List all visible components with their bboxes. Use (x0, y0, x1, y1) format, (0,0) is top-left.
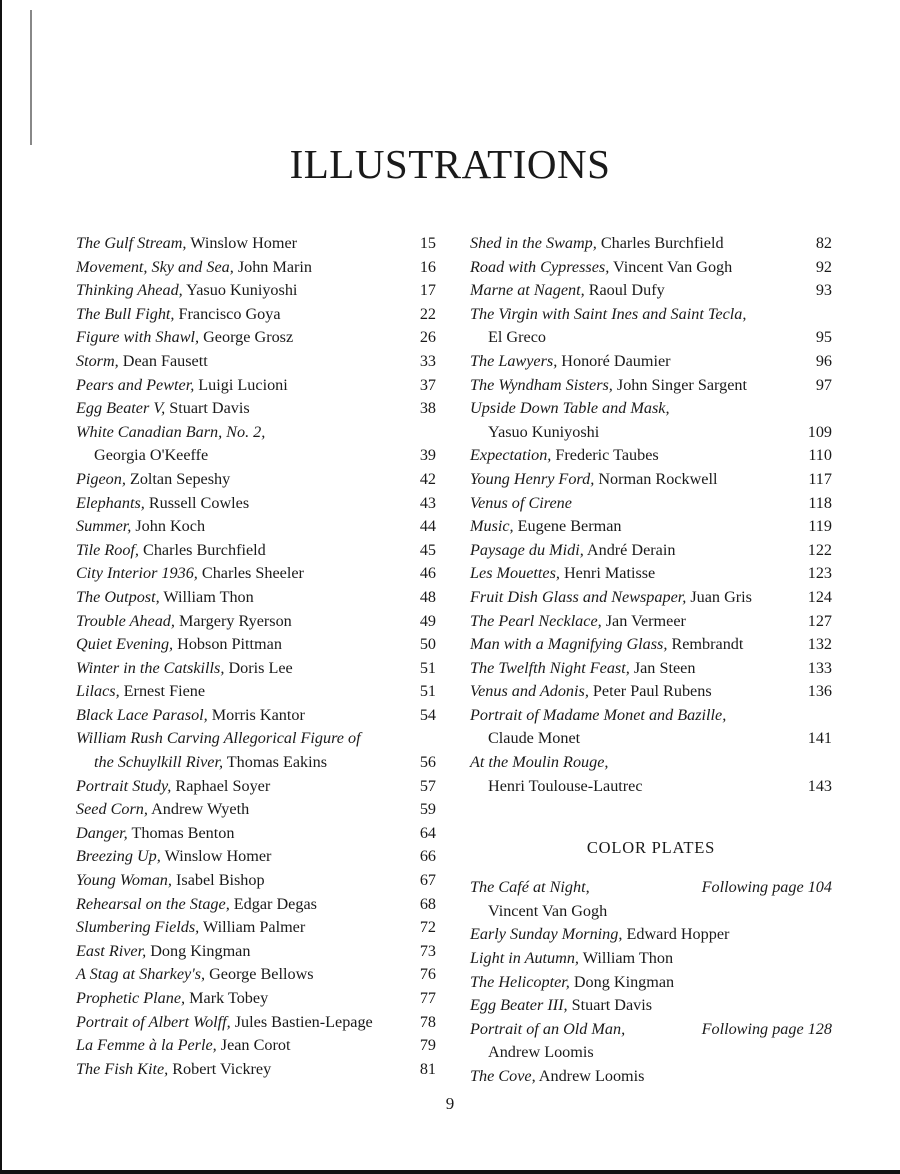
list-item (470, 515, 832, 539)
artwork-title: William Rush Carving Allegorical Figure of (76, 729, 361, 748)
artwork-title: Portrait of Albert Wolff, (76, 1012, 231, 1031)
color-plate-item (470, 1065, 832, 1089)
artist-name: Raoul Dufy (588, 281, 665, 300)
artist-name: Morris Kantor (211, 705, 305, 724)
artwork-title: Breezing Up, (76, 847, 161, 866)
page-ref: 46 (419, 564, 436, 583)
color-plate-item (470, 923, 832, 947)
list-item (76, 232, 436, 256)
page-ref: 33 (419, 351, 436, 370)
list-item (470, 256, 832, 280)
list-item (76, 350, 436, 374)
artist-name: George Bellows (209, 965, 314, 984)
list-item (470, 633, 832, 657)
artwork-title: The Café at Night, (470, 878, 590, 897)
list-item (470, 397, 832, 444)
artist-name: Doris Lee (228, 658, 293, 677)
artwork-title: Marne at Nagent, (470, 281, 585, 300)
artwork-title-continued: the Schuylkill River, (94, 753, 224, 772)
artwork-title: Quiet Evening, (76, 635, 174, 654)
page-ref: 51 (419, 658, 436, 677)
list-item (76, 822, 436, 846)
page-ref: 76 (419, 965, 436, 984)
artwork-title: The Bull Fight, (76, 304, 175, 323)
page-ref: 110 (808, 446, 832, 465)
artist-name: William Thon (163, 587, 254, 606)
artist-name: Jean Corot (220, 1036, 291, 1055)
list-item (76, 987, 436, 1011)
artwork-title: Danger, (76, 823, 128, 842)
artist-name: Jan Vermeer (605, 611, 686, 630)
page-ref: 39 (419, 446, 436, 465)
artwork-title: Portrait Study, (76, 776, 172, 795)
artwork-title: Pears and Pewter, (76, 375, 195, 394)
page-ref: 22 (419, 304, 436, 323)
artist-name: Andrew Wyeth (151, 800, 250, 819)
artist-name: Charles Burchfield (600, 234, 724, 252)
artwork-title: Rehearsal on the Stage, (76, 894, 230, 913)
artwork-title: Elephants, (76, 493, 145, 512)
artist-name: Jan Steen (633, 658, 696, 677)
page-ref: 95 (815, 328, 832, 347)
artwork-title: A Stag at Sharkey's, (76, 965, 206, 984)
list-item (470, 610, 832, 634)
artist-name: Henri Toulouse-Lautrec (488, 776, 643, 795)
list-item (76, 963, 436, 987)
page-ref: 17 (419, 281, 436, 300)
artwork-title: The Fish Kite, (76, 1059, 169, 1078)
entry-continuation (470, 326, 788, 350)
artist-name: Ernest Fiene (123, 682, 206, 701)
artwork-title: Lilacs, (76, 682, 120, 701)
page-ref: 43 (419, 493, 436, 512)
artwork-title: Portrait of an Old Man, (470, 1019, 626, 1038)
artwork-title: The Lawyers, (470, 351, 558, 370)
list-item (76, 704, 436, 728)
artist-name: John Koch (135, 517, 206, 536)
artist-name: John Singer Sargent (616, 375, 747, 394)
artwork-title: Music, (470, 517, 514, 536)
artwork-title: The Helicopter, (470, 972, 570, 991)
page-ref: 48 (419, 587, 436, 606)
artwork-title: Upside Down Table and Mask, (470, 399, 670, 418)
artist-name: André Derain (586, 540, 676, 559)
artwork-title: City Interior 1936, (76, 564, 198, 583)
page-ref: 73 (419, 941, 436, 960)
page-ref: 119 (808, 517, 832, 536)
list-item (76, 374, 436, 398)
artwork-title: Egg Beater III, (470, 996, 568, 1015)
page-ref: 45 (419, 540, 436, 559)
artwork-title: Prophetic Plane, (76, 989, 186, 1007)
artwork-title: The Outpost, (76, 587, 160, 606)
artist-name: Georgia O'Keeffe (94, 446, 209, 465)
artwork-title: The Gulf Stream, (76, 234, 187, 252)
artist-name: Edgar Degas (233, 894, 317, 913)
page-title: ILLUSTRATIONS (289, 141, 611, 187)
list-item (76, 869, 436, 893)
page-ref: 141 (807, 729, 832, 748)
artist-name: Claude Monet (488, 729, 581, 748)
artwork-title: The Virgin with Saint Ines and Saint Tecla, (470, 304, 747, 323)
following-page: Following page 104 (701, 878, 832, 897)
artist-name: Francisco Goya (178, 304, 281, 323)
artwork-title: Light in Autumn, (470, 949, 579, 968)
list-item (76, 1011, 436, 1035)
artwork-title: Venus and Adonis, (470, 682, 589, 701)
page-ref: 16 (419, 257, 436, 276)
page-ref: 79 (419, 1036, 436, 1055)
artwork-title: Shed in the Swamp, (470, 234, 597, 252)
artist-name: Andrew Loomis (538, 1067, 645, 1085)
list-item (76, 680, 436, 704)
artwork-title: Trouble Ahead, (76, 611, 175, 630)
artwork-title: The Wyndham Sisters, (470, 375, 613, 394)
artwork-title: Black Lace Parasol, (76, 705, 208, 724)
artwork-title: Portrait of Madame Monet and Bazille, (470, 705, 727, 724)
artist-name: Vincent Van Gogh (613, 257, 733, 276)
artist-name: Dong Kingman (150, 941, 251, 960)
artist-name: Robert Vickrey (172, 1059, 272, 1078)
page-ref: 93 (815, 281, 832, 300)
list-item (76, 1058, 436, 1082)
page-ref: 127 (807, 611, 832, 630)
page-ref: 78 (419, 1012, 436, 1031)
color-plates-list (470, 876, 832, 1088)
page-ref: 124 (807, 587, 832, 606)
page-ref: 42 (419, 469, 436, 488)
page-ref: 51 (419, 682, 436, 701)
artist-name: Russell Cowles (148, 493, 250, 512)
artist-name: Andrew Loomis (488, 1043, 594, 1062)
page-ref: 38 (419, 399, 436, 418)
page-ref: 133 (807, 658, 832, 677)
list-item (470, 350, 832, 374)
list-item (470, 657, 832, 681)
artist-name: Thomas Benton (131, 823, 235, 842)
artwork-title: Young Woman, (76, 871, 172, 890)
illustrations-list-left (76, 232, 436, 1081)
artwork-title: Road with Cypresses, (470, 257, 610, 276)
artist-name: El Greco (488, 328, 546, 347)
scan-edge-bottom (0, 1170, 900, 1174)
artist-name: William Palmer (202, 918, 306, 937)
artist-name: Stuart Davis (571, 996, 653, 1015)
list-item (470, 751, 832, 798)
page-ref: 15 (419, 234, 436, 252)
color-plate-item (470, 971, 832, 995)
artwork-title: Egg Beater V, (76, 399, 166, 418)
page-ref: 136 (807, 682, 832, 701)
list-item (76, 279, 436, 303)
list-item (470, 704, 832, 751)
artist-name: Winslow Homer (190, 234, 298, 252)
list-item (470, 279, 832, 303)
page-number: 9 (445, 1094, 455, 1113)
artwork-title: Venus of Cirene (470, 493, 572, 512)
page-ref: 66 (419, 847, 436, 866)
artwork-title: Seed Corn, (76, 800, 148, 819)
list-item (76, 492, 436, 516)
artist-name: John Marin (237, 257, 312, 276)
entry-continuation (76, 444, 392, 468)
artist-name: Frederic Taubes (555, 446, 659, 465)
scan-mark (30, 10, 32, 145)
artwork-title: Man with a Magnifying Glass, (470, 635, 668, 654)
list-item (76, 845, 436, 869)
artwork-title: Paysage du Midi, (470, 540, 584, 559)
page-ref: 68 (419, 894, 436, 913)
artist-name: Margery Ryerson (178, 611, 292, 630)
page-ref: 117 (808, 469, 832, 488)
artwork-title: East River, (76, 941, 147, 960)
artist-name: Mark Tobey (189, 989, 269, 1007)
list-item (470, 303, 832, 350)
list-item (76, 775, 436, 799)
page-ref: 57 (419, 776, 436, 795)
artwork-title: Expectation, (470, 446, 552, 465)
entry-continuation (470, 727, 788, 751)
artwork-title: The Pearl Necklace, (470, 611, 602, 630)
artwork-title: Storm, (76, 351, 119, 370)
list-item (470, 586, 832, 610)
page-ref: 56 (419, 753, 436, 772)
page-ref: 64 (419, 823, 436, 842)
page-ref: 109 (807, 422, 832, 441)
artist-name: Zoltan Sepeshy (129, 469, 231, 488)
artist-name: Winslow Homer (164, 847, 272, 866)
artist-name: Dong Kingman (573, 972, 675, 991)
list-item (76, 421, 436, 468)
artist-name: Henri Matisse (563, 564, 656, 583)
artist-name: Jules Bastien-Lepage (234, 1012, 373, 1031)
artist-name: Rembrandt (671, 635, 744, 654)
illustrations-list-right (470, 232, 832, 1089)
page-ref: 82 (815, 234, 832, 252)
artwork-title: La Femme à la Perle, (76, 1036, 217, 1055)
artist-name: Thomas Eakins (226, 753, 328, 772)
list-item (470, 680, 832, 704)
artwork-title: White Canadian Barn, No. 2, (76, 422, 266, 441)
artist-name: Isabel Bishop (176, 871, 265, 890)
artist-name: Vincent Van Gogh (488, 901, 608, 920)
page-ref: 143 (807, 776, 832, 795)
page-ref: 81 (419, 1059, 436, 1078)
page-ref: 49 (419, 611, 436, 630)
following-page: Following page 128 (701, 1019, 832, 1038)
list-item (76, 326, 436, 350)
artist-name: Edward Hopper (626, 925, 730, 944)
page-ref: 97 (815, 375, 832, 394)
artist-name: Honoré Daumier (561, 351, 671, 370)
artist-name: Eugene Berman (517, 517, 622, 536)
artwork-title: Movement, Sky and Sea, (76, 257, 234, 276)
list-item (470, 562, 832, 586)
page-ref: 123 (807, 564, 832, 583)
list-item (76, 916, 436, 940)
artwork-title: Summer, (76, 517, 132, 536)
artwork-title: Young Henry Ford, (470, 469, 595, 488)
list-item (76, 256, 436, 280)
artist-name: Luigi Lucioni (198, 375, 288, 394)
page-ref: 96 (815, 351, 832, 370)
page-ref: 92 (815, 257, 832, 276)
list-item (76, 633, 436, 657)
list-item (76, 562, 436, 586)
artwork-title: Early Sunday Morning, (470, 925, 623, 944)
list-item (76, 468, 436, 492)
artwork-title: Tile Roof, (76, 540, 139, 559)
page-ref: 59 (419, 800, 436, 819)
list-item (470, 539, 832, 563)
page-ref: 50 (419, 635, 436, 654)
artist-name: William Thon (582, 949, 674, 968)
list-item (76, 657, 436, 681)
artist-name: George Grosz (203, 328, 294, 347)
artwork-title: Winter in the Catskills, (76, 658, 225, 677)
artist-name: Norman Rockwell (598, 469, 718, 488)
artist-name: Raphael Soyer (175, 776, 271, 795)
artwork-title: Slumbering Fields, (76, 918, 200, 937)
entry-continuation (76, 751, 392, 775)
artist-name: Yasuo Kuniyoshi (186, 281, 298, 300)
page-ref: 44 (419, 517, 436, 536)
page-ref: 77 (419, 989, 436, 1007)
page-ref: 37 (419, 375, 436, 394)
list-item (470, 232, 832, 256)
artist-name: Dean Fausett (122, 351, 208, 370)
page-ref: 122 (807, 540, 832, 559)
color-plates-heading: COLOR PLATES (586, 838, 716, 858)
list-item (76, 727, 436, 774)
list-item (470, 468, 832, 492)
artwork-title: Thinking Ahead, (76, 281, 183, 300)
entry-continuation (470, 421, 788, 445)
list-item (76, 798, 436, 822)
artwork-title: The Twelfth Night Feast, (470, 658, 630, 677)
list-item (76, 940, 436, 964)
list-item (76, 893, 436, 917)
list-item (470, 492, 832, 516)
artwork-title: Figure with Shawl, (76, 328, 200, 347)
page-ref: 26 (419, 328, 436, 347)
list-item (470, 374, 832, 398)
list-item (76, 303, 436, 327)
artist-name: Yasuo Kuniyoshi (488, 422, 600, 441)
artwork-title: Pigeon, (76, 469, 126, 488)
list-item (76, 610, 436, 634)
color-plate-item (470, 947, 832, 971)
page-ref: 54 (419, 705, 436, 724)
artist-name: Juan Gris (690, 587, 752, 606)
artwork-title: Les Mouettes, (470, 564, 560, 583)
page-ref: 118 (808, 493, 832, 512)
list-item (76, 397, 436, 421)
list-item (76, 539, 436, 563)
page-ref: 72 (419, 918, 436, 937)
list-item (470, 444, 832, 468)
list-item (76, 586, 436, 610)
artist-name: Stuart Davis (169, 399, 250, 418)
artwork-title: The Cove, (470, 1067, 536, 1085)
artist-name: Hobson Pittman (177, 635, 282, 654)
list-item (76, 1034, 436, 1058)
color-plate-item (470, 994, 832, 1018)
page-ref: 67 (419, 871, 436, 890)
artwork-title: Fruit Dish Glass and Newspaper, (470, 587, 687, 606)
list-item (76, 515, 436, 539)
illustrations-list-right-entries (470, 232, 832, 798)
artwork-title: At the Moulin Rouge, (470, 753, 609, 772)
color-plate-item (470, 1018, 832, 1065)
entry-continuation (470, 775, 788, 799)
artist-name: Charles Burchfield (143, 540, 266, 559)
artist-name: Peter Paul Rubens (592, 682, 712, 701)
artist-name: Charles Sheeler (201, 564, 304, 583)
page-ref: 132 (807, 635, 832, 654)
color-plate-item (470, 876, 832, 923)
